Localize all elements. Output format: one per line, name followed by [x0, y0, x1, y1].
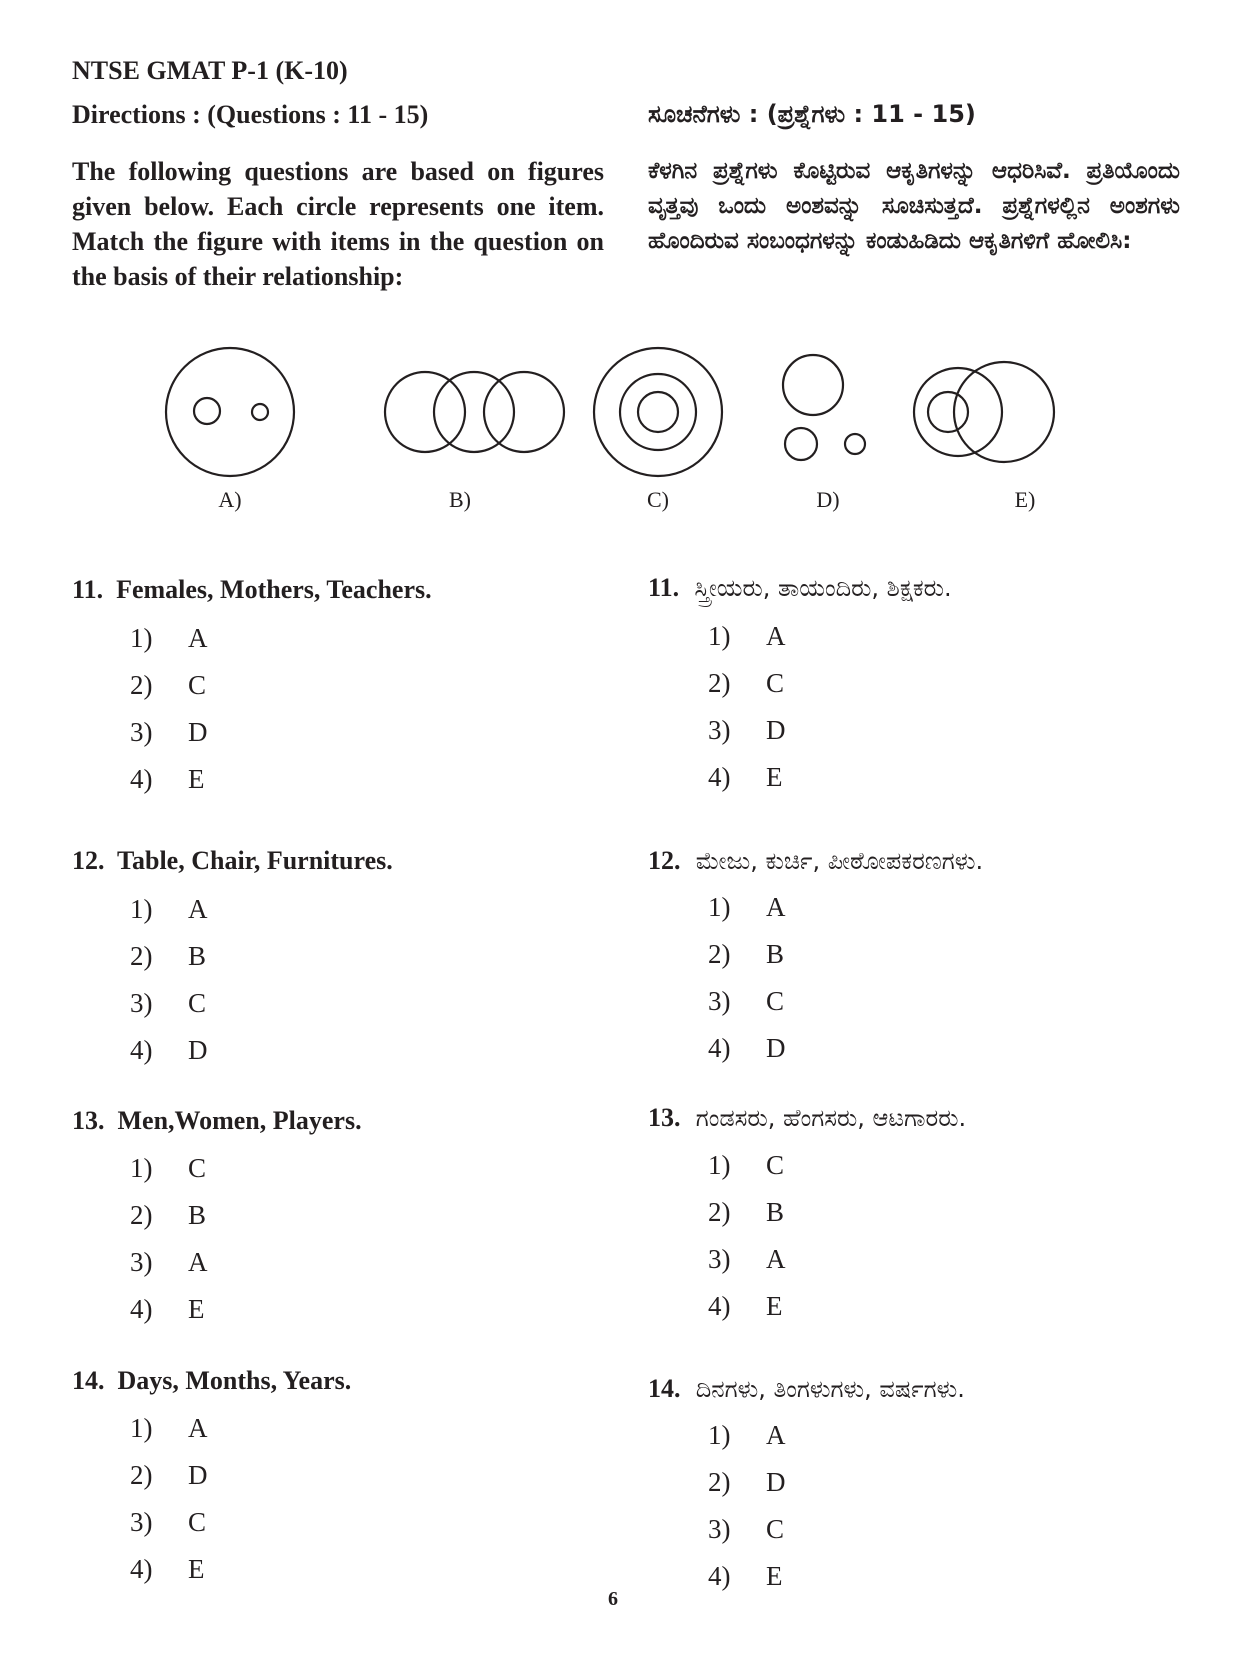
option-number: 2) — [130, 1460, 153, 1490]
figure-label-a: A) — [218, 487, 242, 512]
option-value: C — [188, 670, 207, 700]
figure-a — [166, 348, 294, 476]
option-value: B — [766, 939, 785, 969]
question-11-title-kn — [648, 573, 952, 603]
figure-label-b: B) — [449, 487, 471, 512]
option-number: 4) — [708, 1033, 731, 1063]
q11-option-1-en[interactable] — [130, 623, 208, 654]
option-number: 3) — [130, 717, 153, 747]
option-value: D — [766, 715, 786, 745]
figure-d — [783, 355, 865, 460]
option-number: 2) — [708, 668, 731, 698]
q13-option-2-kn[interactable] — [708, 1197, 784, 1228]
option-number: 4) — [130, 1554, 153, 1584]
option-value: E — [766, 762, 783, 792]
option-number: 1) — [130, 1413, 153, 1443]
q12-option-2-en[interactable] — [130, 941, 206, 972]
q11-option-4-kn[interactable] — [708, 762, 783, 793]
option-number: 4) — [708, 1291, 731, 1321]
q12-option-1-en[interactable] — [130, 894, 208, 925]
q11-option-3-en[interactable] — [130, 717, 208, 748]
q11-option-1-kn[interactable] — [708, 621, 786, 652]
q12-option-3-en[interactable] — [130, 988, 206, 1019]
option-number: 4) — [708, 1561, 731, 1591]
q11-option-4-en[interactable] — [130, 764, 205, 795]
q11-option-3-kn[interactable] — [708, 715, 786, 746]
option-value: E — [188, 764, 205, 794]
q12-option-3-kn[interactable] — [708, 986, 784, 1017]
question-13-title-kn — [648, 1103, 966, 1133]
option-value: A — [766, 1420, 786, 1450]
option-value: A — [188, 1247, 208, 1277]
q14-option-3-kn[interactable] — [708, 1514, 784, 1545]
option-number: 4) — [130, 1035, 153, 1065]
option-value: C — [766, 986, 785, 1016]
q12-option-2-kn[interactable] — [708, 939, 784, 970]
option-number: 3) — [708, 715, 731, 745]
question-number: 13. — [648, 1103, 681, 1132]
q13-option-4-en[interactable] — [130, 1294, 205, 1325]
option-value: E — [766, 1291, 783, 1321]
directions-text-kn: ಕೆಳಗಿನ ಪ್ರಶ್ನೆಗಳು ಕೊಟ್ಟಿರುವ ಆಕೃತಿಗಳನ್ನು ಆಧರಿಸಿವೆ. ಪ್ರತಿಯೊಂದು ವೃತ್ತವು ಒಂದು ಅಂಶವನ್ನು ಸೂಚಿಸುತ್ತದೆ. ಪ್ರಶ್ನೆಗಳಲ್ಲಿನ ಅಂಶಗಳು ಹೊಂದಿರುವ ಸಂಬಂಧಗಳನ್ನು ಕಂಡುಹಿಡಿದು ಆಕೃತಿಗಳಿಗೆ ಹೋಲಿಸಿ: — [648, 158, 1180, 254]
option-value: D — [766, 1033, 786, 1063]
option-number: 2) — [708, 1197, 731, 1227]
option-value: A — [188, 1413, 208, 1443]
option-number: 1) — [130, 623, 153, 653]
q12-option-1-kn[interactable] — [708, 892, 786, 923]
option-value: D — [188, 1460, 208, 1490]
option-value: A — [766, 621, 786, 651]
option-value: C — [188, 1153, 207, 1183]
question-text: Days, Months, Years. — [117, 1366, 352, 1395]
figure-c — [594, 348, 722, 476]
exam-code: NTSE GMAT P-1 (K-10) — [72, 56, 348, 85]
figure-b — [385, 372, 564, 452]
q14-option-1-kn[interactable] — [708, 1420, 786, 1451]
option-number: 1) — [708, 1150, 731, 1180]
option-number: 2) — [708, 1467, 731, 1497]
option-number: 1) — [708, 621, 731, 651]
option-number: 3) — [708, 986, 731, 1016]
option-value: C — [188, 988, 207, 1018]
question-13-title-en — [72, 1106, 362, 1136]
q13-option-4-kn[interactable] — [708, 1291, 783, 1322]
directions-title-en: Directions : (Questions : 11 - 15) — [72, 100, 429, 129]
option-number: 3) — [130, 988, 153, 1018]
option-value: D — [766, 1467, 786, 1497]
q14-option-4-en[interactable] — [130, 1554, 205, 1585]
q13-option-3-en[interactable] — [130, 1247, 208, 1278]
question-number: 12. — [648, 846, 681, 875]
figure-label-e: E) — [1014, 487, 1036, 512]
option-value: A — [188, 623, 208, 653]
question-12-title-en — [72, 846, 393, 876]
option-number: 2) — [708, 939, 731, 969]
option-value: A — [188, 894, 208, 924]
question-11-title-en — [72, 575, 432, 605]
option-value: A — [766, 892, 786, 922]
option-number: 1) — [708, 892, 731, 922]
directions-text-en: The following questions are based on figures given below. Each circle represents one item. Match the figure with items in the question on the basis of their relationship: — [72, 157, 604, 291]
question-number: 14. — [648, 1374, 681, 1403]
q13-option-1-en[interactable] — [130, 1153, 206, 1184]
figure-label-d: D) — [816, 487, 840, 512]
question-text: Men,Women, Players. — [117, 1106, 362, 1135]
option-value: D — [188, 1035, 208, 1065]
option-number: 2) — [130, 1200, 153, 1230]
q12-option-4-en[interactable] — [130, 1035, 208, 1066]
option-number: 3) — [130, 1507, 153, 1537]
question-12-title-kn — [648, 846, 983, 876]
question-number: 14. — [72, 1366, 105, 1395]
option-value: C — [188, 1507, 207, 1537]
question-number: 11. — [72, 575, 104, 604]
option-number: 4) — [130, 764, 153, 794]
q14-option-1-en[interactable] — [130, 1413, 208, 1444]
option-value: C — [766, 1150, 785, 1180]
question-14-title-en — [72, 1366, 351, 1396]
page-number: 6 — [608, 1588, 618, 1610]
q13-option-1-kn[interactable] — [708, 1150, 784, 1181]
directions-title-kn: ಸೂಚನೆಗಳು : (ಪ್ರಶ್ನೆಗಳು : 11 - 15) — [648, 100, 976, 128]
option-number: 1) — [708, 1420, 731, 1450]
q12-option-4-kn[interactable] — [708, 1033, 786, 1064]
q13-option-2-en[interactable] — [130, 1200, 206, 1231]
question-text: ದಿನಗಳು, ತಿಂಗಳುಗಳು, ವರ್ಷಗಳು. — [695, 1375, 965, 1403]
option-value: C — [766, 668, 785, 698]
question-text: ಮೇಜು, ಕುರ್ಚಿ, ಪೀಠೋಪಕರಣಗಳು. — [695, 847, 984, 875]
q11-option-2-kn[interactable] — [708, 668, 784, 699]
question-text: ಗಂಡಸರು, ಹೆಂಗಸರು, ಆಟಗಾರರು. — [695, 1104, 967, 1132]
option-value: D — [188, 717, 208, 747]
option-value: B — [188, 941, 207, 971]
option-number: 2) — [130, 670, 153, 700]
option-value: E — [766, 1561, 783, 1591]
option-number: 4) — [708, 762, 731, 792]
option-number: 3) — [708, 1514, 731, 1544]
option-value: A — [766, 1244, 786, 1274]
q11-option-2-en[interactable] — [130, 670, 206, 701]
figure-label-c: C) — [647, 487, 669, 512]
option-number: 2) — [130, 941, 153, 971]
question-text: ಸ್ತ್ರೀಯರು, ತಾಯಂದಿರು, ಶಿಕ್ಷಕರು. — [694, 574, 952, 602]
question-text: Table, Chair, Furnitures. — [117, 846, 393, 875]
figure-e — [914, 362, 1054, 462]
option-value: B — [188, 1200, 207, 1230]
q14-option-3-en[interactable] — [130, 1507, 206, 1538]
option-value: B — [766, 1197, 785, 1227]
question-14-title-kn — [648, 1374, 965, 1404]
venn-figures — [150, 335, 1130, 535]
option-value: E — [188, 1294, 205, 1324]
q14-option-2-en[interactable] — [130, 1460, 208, 1491]
q14-option-4-kn[interactable] — [708, 1561, 783, 1592]
q14-option-2-kn[interactable] — [708, 1467, 786, 1498]
question-number: 13. — [72, 1106, 105, 1135]
option-number: 3) — [708, 1244, 731, 1274]
option-number: 1) — [130, 1153, 153, 1183]
q13-option-3-kn[interactable] — [708, 1244, 786, 1275]
option-value: E — [188, 1554, 205, 1584]
question-text: Females, Mothers, Teachers. — [116, 575, 432, 604]
question-number: 12. — [72, 846, 105, 875]
question-number: 11. — [648, 573, 680, 602]
option-number: 1) — [130, 894, 153, 924]
option-value: C — [766, 1514, 785, 1544]
option-number: 4) — [130, 1294, 153, 1324]
option-number: 3) — [130, 1247, 153, 1277]
